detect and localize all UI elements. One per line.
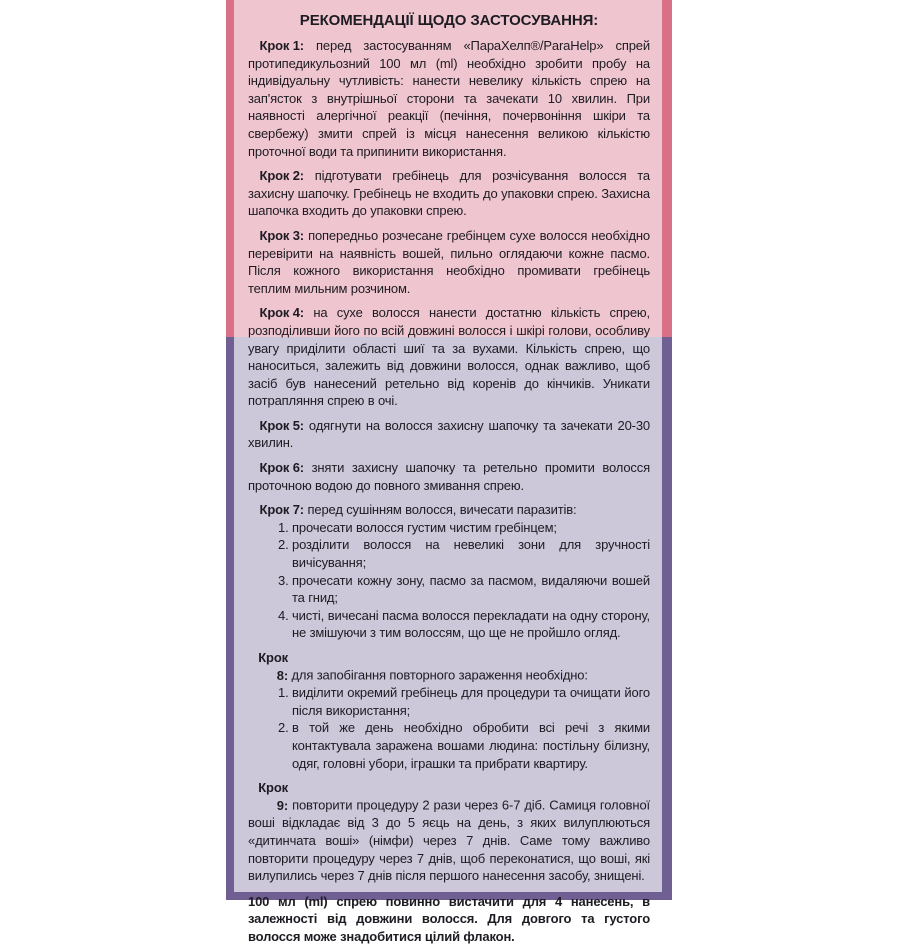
package-frame — [226, 0, 672, 944]
list-item-number: 4. — [278, 607, 289, 623]
step-7-list — [248, 519, 650, 642]
list-item-number: 2. — [278, 537, 289, 553]
list-item — [278, 684, 650, 719]
step-text: попередньо розчесане гребінцем сухе волосся необхідно перевірити на наявність вошей, пильно оглядаючи кожне пасмо. Після кожного використання необхідно промивати гребінець теплим мильним розчином. — [248, 227, 650, 296]
list-item-number: 3. — [278, 572, 289, 588]
instructions-panel — [234, 0, 662, 944]
list-item-text: прочесати кожну зону, пасмо за пасмом, видаляючи вошей та гнид; — [292, 572, 650, 606]
list-item — [278, 536, 650, 571]
step-2 — [248, 167, 650, 220]
step-label: Крок 1: — [259, 38, 304, 53]
step-text: перед застосуванням «ПараХелп®/ParaHelp» спрей протипедикульозний 100 мл (ml) необхідно зробити пробу на індивідуальну чутливість: нанести невелику кількість спрею на зап'ясток з внутрішньої сторони та зачекати 10 хвилин. При наявності алергічної реакції (печіння, почервоніння шкіри та свербежу) змити спрей із місця нанесення великою кількістю проточної води та припинити використання. — [248, 38, 650, 159]
step-1 — [248, 37, 650, 160]
list-item-number: 1. — [278, 685, 289, 701]
step-5 — [248, 417, 650, 452]
step-label: Крок 3: — [259, 227, 304, 243]
list-item — [278, 607, 650, 642]
step-8 — [248, 649, 650, 772]
step-label: Крок 4: — [259, 305, 304, 321]
list-item-text: в той же день необхідно обробити всі речі з якими контактувала заражена вошами людина: постільну білизну, одяг, головні убори, іграшки та прибрати квартиру. — [292, 720, 650, 771]
list-item — [278, 719, 650, 772]
step-text: зняти захисну шапочку та ретельно промити волосся проточною водою до повного змивання спрею. — [248, 460, 650, 493]
step-label: Крок 5: — [259, 417, 304, 433]
step-8-list — [248, 684, 650, 772]
step-text: підготувати гребінець для розчісування волосся та захисну шапочку. Гребінець не входить до упаковки спрею. Захисна шапочка входить до упаковки спрею. — [248, 168, 650, 219]
step-label: Крок 9: — [258, 780, 288, 813]
list-item-text: прочесати волосся густим чистим гребінцем; — [292, 519, 557, 535]
step-text: для запобігання повторного зараження необхідно: — [291, 667, 588, 683]
list-item-number: 2. — [278, 720, 289, 736]
step-9 — [248, 779, 650, 885]
step-text: повторити процедуру 2 рази через 6-7 діб. Самиця головної воші відкладає від 3 до 5 яєць на день, з яких вилуплюються «дитинчата воші» (німфи) через 7 днів. Саме тому важливо повторити процедуру через 7 днів, щоб переконатися, що воші, які вилупились через 7 днів після першого нанесення засобу, знищені. — [248, 797, 650, 884]
step-text: одягнути на волосся захисну шапочку та зачекати 20-30 хвилин. — [248, 417, 650, 451]
step-label: Крок 7: — [259, 502, 304, 518]
list-item-number: 1. — [278, 519, 289, 535]
list-item-text: виділити окремий гребінець для процедури та очищати його після використання; — [292, 685, 650, 718]
dosage-note: 100 мл (ml) спрею повинно вистачити для 4 нанесень, в залежності від довжини волосся. Для довгого та густого волосся може знадобитися цілий флакон. — [248, 893, 650, 944]
step-7 — [248, 501, 650, 642]
list-item — [278, 519, 650, 537]
list-item-text: розділити волосся на невеликі зони для зручності вичісування; — [292, 537, 650, 571]
step-text: перед сушінням волосся, вичесати паразитів: — [307, 502, 577, 518]
list-item-text: чисті, вичесані пасма волосся перекладати на одну сторону, не змішуючи з тим волоссям, що ще не пройшло огляд. — [292, 607, 650, 641]
step-label: Крок 6: — [259, 460, 304, 476]
instructions-title: РЕКОМЕНДАЦІЇ ЩОДО ЗАСТОСУВАННЯ: — [299, 12, 599, 29]
step-text: на сухе волосся нанести достатню кількість спрею, розподіливши його по всій довжині волосся і шкірі голови, особливу увагу приділити області шиї та за вухами. Кількість спрею, що наноситься, залежить від довжини волосся, однак важливо, щоб засіб був нанесений ретельно від коренів до кінчиків. Уникати потрапляння спрею в очі. — [248, 305, 650, 409]
step-6 — [248, 459, 650, 494]
step-label: Крок 2: — [259, 168, 304, 184]
step-4 — [248, 304, 650, 410]
list-item — [278, 572, 650, 607]
step-3 — [248, 227, 650, 297]
step-label: Крок 8: — [258, 650, 288, 683]
